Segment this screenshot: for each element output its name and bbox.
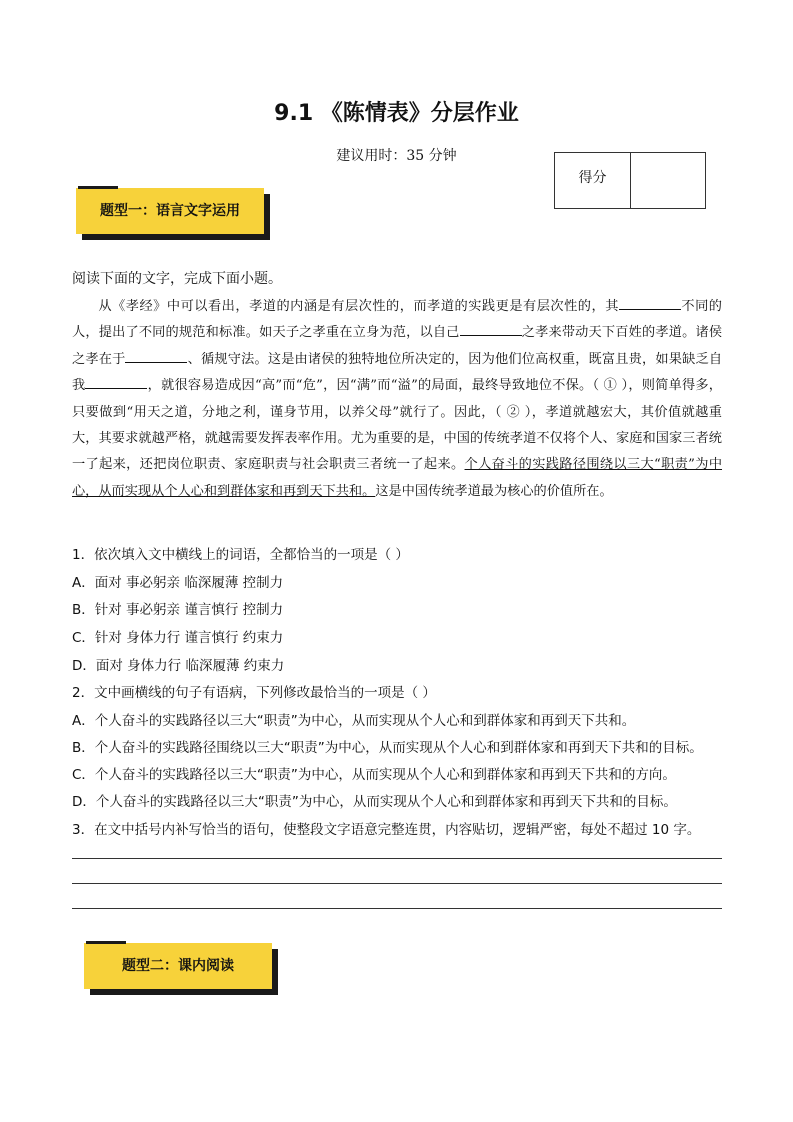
fill-blank <box>85 375 147 389</box>
passage-text: 不同的人，提出了不同的规范和标准。如天子之孝重在立身为范，以自己 <box>72 299 722 341</box>
underlined-sentence: 个人奋斗的实践路径围绕以三大“职责”为中心，从而实现从个人心和到群体家和再到天下共和。 <box>72 457 723 499</box>
section-1-label: 题型一：语言文字运用 <box>100 203 240 219</box>
reading-instruction: 阅读下面的文字，完成下面小题。 <box>72 271 282 287</box>
fill-blank <box>619 296 681 310</box>
passage-text: 之孝来带动天下百姓的孝道。诸侯之孝在于 <box>72 325 723 367</box>
answer-line[interactable] <box>72 858 722 859</box>
option-1a: A．面对 事必躬亲 临深履薄 控制力 <box>72 575 284 591</box>
answer-line[interactable] <box>72 908 722 909</box>
question-3: 3．在文中括号内补写恰当的语句，使整段文字语意完整连贯，内容贴切，逻辑严密，每处不超过 10 字。 <box>72 822 701 838</box>
score-label: 得分 <box>555 153 631 208</box>
section-banner-1 <box>76 186 272 244</box>
fill-blank <box>125 349 187 363</box>
reading-passage <box>72 294 722 505</box>
section-banner-2 <box>84 941 280 999</box>
section-2-label: 题型二：课内阅读 <box>122 958 234 974</box>
option-2d: D．个人奋斗的实践路径以三大“职责”为中心，从而实现从个人心和到群体家和再到天下共和的目标。 <box>72 794 677 810</box>
passage-text: ，就很容易造成因“高”而“危”，因“满”而“溢”的局面，最终导致地位不保。（ ① ），则简单得多，只要做到“用天之道，分地之利，谨身节用，以养父母”就行了。因此，（ ② ），孝道就越宏大，其价值就越重大，其要求就越严格，就越需要发挥表率作用。尤为重要的是，中国的传统孝道不仅将个人、家庭和国家三者统一了起来，还把岗位职责、家庭职责与社会职责三者统一了起来。 <box>72 378 722 473</box>
option-2a: A．个人奋斗的实践路径以三大“职责”为中心，从而实现从个人心和到群体家和再到天下共和。 <box>72 713 636 729</box>
answer-line[interactable] <box>72 883 722 884</box>
score-value <box>631 153 705 208</box>
passage-text: 从《孝经》中可以看出，孝道的内涵是有层次性的，而孝道的实践更是有层次性的，其 <box>98 299 619 314</box>
fill-blank <box>460 322 522 336</box>
option-2b: B．个人奋斗的实践路径围绕以三大“职责”为中心，从而实现从个人心和到群体家和再到天下共和的目标。 <box>72 740 703 756</box>
score-box <box>554 152 706 209</box>
option-1d: D．面对 身体力行 临深履薄 约束力 <box>72 658 285 674</box>
page-title: 9.1 《陈情表》分层作业 <box>274 101 519 126</box>
option-1b: B．针对 事必躬亲 谨言慎行 控制力 <box>72 602 284 618</box>
suggested-time: 建议用时：35 分钟 <box>336 148 457 164</box>
passage-text: 、循规守法。这是由诸侯的独特地位所决定的，因为他们位高权重，既富且贵，如果缺乏自我 <box>72 351 723 394</box>
passage-text: 这是中国传统孝道最为核心的价值所在。 <box>375 483 613 499</box>
option-2c: C．个人奋斗的实践路径以三大“职责”为中心，从而实现从个人心和到群体家和再到天下共和的方向。 <box>72 767 676 783</box>
question-1: 1．依次填入文中横线上的词语，全都恰当的一项是（ ） <box>72 547 409 563</box>
question-2: 2．文中画横线的句子有语病，下列修改最恰当的一项是（ ） <box>72 685 436 701</box>
option-1c: C．针对 身体力行 谨言慎行 约束力 <box>72 630 284 646</box>
